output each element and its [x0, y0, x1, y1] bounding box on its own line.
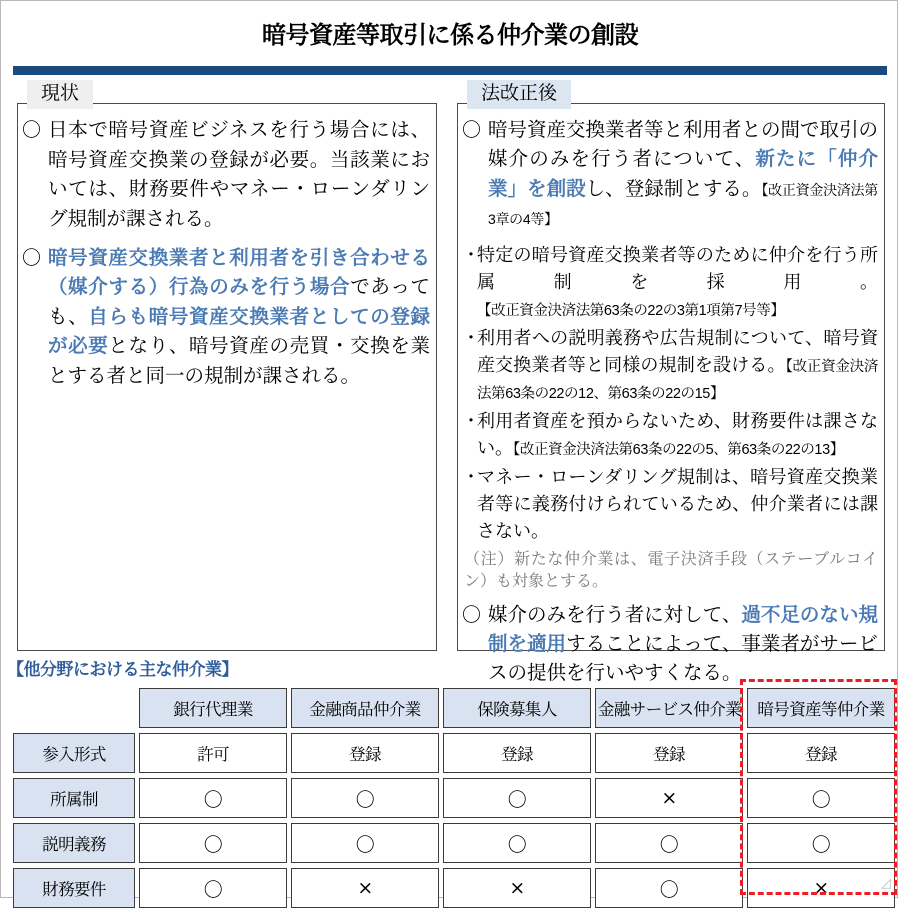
- table-column-header-2: 保険募集人: [443, 688, 591, 728]
- right-b2-run-0: 利用者への説明義務や広告規制について、暗号資産交換業者等と同様の規制を設ける。: [477, 328, 878, 375]
- current-state-paragraph: [22, 244, 430, 392]
- right-b2-run-1: 【改正資金決済法第63条の22の12、第63条の22の15】: [477, 359, 878, 402]
- current-state-paragraph: [22, 116, 430, 235]
- middot-bullet-icon: ・: [462, 411, 480, 432]
- left-p1-run-2: 自らも暗号資産交換業者としての登録が必要: [48, 305, 430, 358]
- table-row: [13, 868, 895, 908]
- middot-bullet-icon: ・: [462, 245, 480, 266]
- table-cell-r0-c1: 登録: [291, 733, 439, 773]
- table-cell-r0-c3: 登録: [595, 733, 743, 773]
- after-revision-subbullet: [462, 408, 878, 462]
- after-revision-panel: [457, 103, 885, 685]
- table-cell-r2-c3: 〇: [595, 823, 743, 863]
- table-cell-r1-c3: ×: [595, 778, 743, 818]
- circle-bullet-icon: 〇: [462, 603, 482, 626]
- right-b0-run-1: 新たに「仲介業」を創設: [488, 148, 878, 200]
- table-row-header-2: 説明義務: [13, 823, 135, 863]
- after-revision-subbullet: [462, 464, 878, 545]
- left-p1-run-1: であっても、: [48, 276, 430, 328]
- page-title: 暗号資産等取引に係る仲介業の創設: [262, 22, 638, 49]
- table-cell-r2-c1: 〇: [291, 823, 439, 863]
- right-b0-run-0: 暗号資産交換業者等と利用者との間で取引の媒介のみを行う者について、: [488, 119, 879, 171]
- middot-bullet-icon: ・: [462, 328, 480, 349]
- comparison-table-heading: 【他分野における主な仲介業】: [7, 660, 238, 679]
- after-revision-subbullet: [462, 325, 878, 406]
- table-cell-r3-c0: 〇: [139, 868, 287, 908]
- left-p1-run-0: 暗号資産交換業者と利用者を引き合わせる（媒介する）行為のみを行う場合: [48, 246, 430, 299]
- resize-handle-glyph: ◿: [881, 876, 891, 891]
- right-b0-run-3: 【改正資金決済法第3章の4等】: [488, 181, 878, 227]
- table-row: [13, 733, 895, 773]
- table-row-header-0: 参入形式: [13, 733, 135, 773]
- right-b0-run-2: し、登録制とする。: [585, 177, 762, 200]
- table-column-header-0: 銀行代理業: [139, 688, 287, 728]
- comparison-table-head: [13, 688, 895, 728]
- right-b6-run-0: 媒介のみを行う者に対して、: [488, 603, 742, 626]
- right-b3-run-0: 利用者資産を預からないため、財務要件は課さない。: [477, 411, 878, 458]
- table-cell-r3-c3: 〇: [595, 868, 743, 908]
- table-column-header-4: 暗号資産等仲介業: [747, 688, 895, 728]
- table-row-header-1: 所属制: [13, 778, 135, 818]
- right-b4-run-0: マネー・ローンダリング規制は、暗号資産交換業者等に義務付けられているため、仲介業者には課さない。: [477, 467, 878, 541]
- right-b6-run-2: することによって、事業者がサービスの提供を行いやすくなる。: [488, 633, 878, 685]
- table-cell-r0-c2: 登録: [443, 733, 591, 773]
- right-b3-run-1: 【改正資金決済法第63条の22の5、第63条の22の13】: [513, 442, 844, 458]
- table-cell-r2-c0: 〇: [139, 823, 287, 863]
- left-p0-run-0: 日本で暗号資産ビジネスを行う場合には、暗号資産交換業の登録が必要。当該業においては、財務要件やマネー・ローンダリング規制が課される。: [48, 119, 430, 230]
- current-state-paragraph-text: [48, 116, 430, 235]
- circle-bullet-icon: 〇: [22, 246, 42, 269]
- title-accent-rule: [13, 66, 887, 75]
- table-cell-r1-c0: 〇: [139, 778, 287, 818]
- after-revision-subbullet-text: [477, 242, 878, 323]
- after-revision-subbullet: [462, 242, 878, 323]
- table-cell-r3-c2: ×: [443, 868, 591, 908]
- table-cell-r2-c4: 〇: [747, 823, 895, 863]
- table-cell-r1-c4: 〇: [747, 778, 895, 818]
- after-revision-subbullet-text: [477, 325, 878, 406]
- table-cell-r0-c0: 許可: [139, 733, 287, 773]
- right-b6-run-1: 過不足のない規制を適用: [488, 603, 878, 656]
- after-revision-subbullet-text: [477, 464, 878, 545]
- current-state-tab-label: 現状: [27, 80, 93, 109]
- left-p1-run-3: となり、暗号資産の売買・交換を業とする者と同一の規制が課される。: [48, 335, 430, 387]
- table-column-header-3: 金融サービス仲介業: [595, 688, 743, 728]
- current-state-panel-body: [18, 104, 436, 407]
- table-cell-r3-c4: ×: [747, 868, 895, 908]
- table-cell-r1-c2: 〇: [443, 778, 591, 818]
- circle-bullet-icon: 〇: [462, 119, 482, 141]
- after-revision-tab-label: 法改正後: [467, 80, 571, 109]
- table-row: [13, 778, 895, 818]
- right-b1-run-1: 【改正資金決済法第63条の22の3第1項第7号等】: [477, 303, 785, 319]
- comparison-table-body: [13, 733, 895, 908]
- table-corner-cell: [13, 688, 135, 728]
- after-revision-paragraph: [462, 116, 878, 233]
- after-revision-subbullet-text: [477, 408, 878, 462]
- current-state-panel: [17, 103, 437, 651]
- comparison-table: [9, 683, 898, 913]
- middot-bullet-icon: ・: [462, 467, 480, 488]
- table-header-row: [13, 688, 895, 728]
- table-cell-r1-c1: 〇: [291, 778, 439, 818]
- after-revision-footnote: （注）新たな仲介業は、電子決済手段（ステーブルコイン）も対象とする。: [464, 551, 878, 591]
- table-cell-r3-c1: ×: [291, 868, 439, 908]
- table-row: [13, 823, 895, 863]
- circle-bullet-icon: 〇: [22, 119, 42, 141]
- right-b1-run-0: 特定の暗号資産交換業者等のために仲介を行う所属制を採用。: [477, 245, 878, 292]
- after-revision-paragraph: [462, 601, 878, 689]
- table-cell-r0-c4: 登録: [747, 733, 895, 773]
- table-cell-r2-c2: 〇: [443, 823, 591, 863]
- after-revision-panel-body: [458, 104, 884, 704]
- table-column-header-1: 金融商品仲介業: [291, 688, 439, 728]
- table-row-header-3: 財務要件: [13, 868, 135, 908]
- after-revision-paragraph-text: [488, 601, 878, 689]
- current-state-paragraph-text: [48, 244, 430, 392]
- after-revision-paragraph-text: [488, 116, 878, 233]
